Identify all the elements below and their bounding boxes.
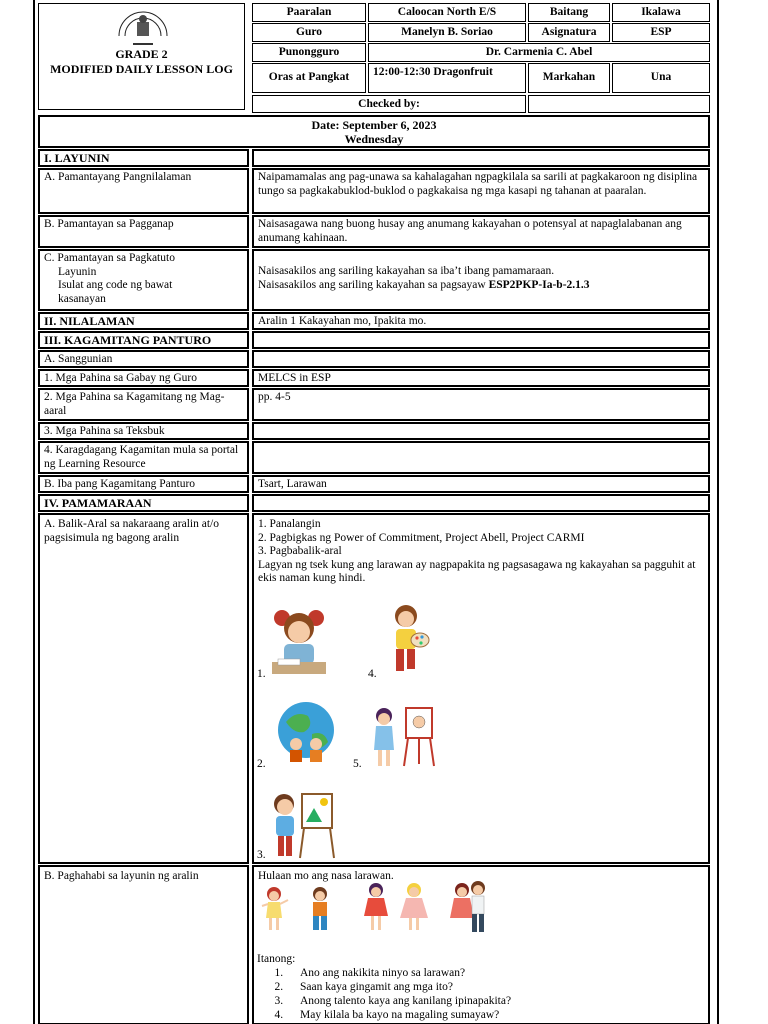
teacher-guide-value: MELCS in ESP <box>252 369 710 387</box>
boy-easel-icon <box>268 790 336 860</box>
learner-material-label: 2. Mga Pahina sa Kagamitang ng Mag-aaral <box>38 388 249 421</box>
learning-competency-label <box>38 249 249 311</box>
lr-portal-label: 4. Karagdagang Kagamitan mula sa portal ng Learning Resource <box>38 441 249 474</box>
date-line: Date: September 6, 2023 <box>311 118 437 132</box>
question-item: 2. Saan kaya gingamit ang mga ito? <box>286 980 698 994</box>
sanggunian-label: A. Sanggunian <box>38 350 249 368</box>
doc-title: MODIFIED DAILY LESSON LOG <box>50 62 233 76</box>
question-list <box>258 966 698 1022</box>
school-value: Caloocan North E/S <box>368 3 526 22</box>
review-instruction: Lagyan ng tsek kung ang larawan ay nagpapakita ng pagsasagawa ng kakayahan sa pagguhit at ekis naman kung hindi. <box>258 558 696 584</box>
kids-globe-icon <box>274 700 338 766</box>
dancing-kids-pair-2-icon <box>358 880 434 936</box>
title-block <box>38 3 245 110</box>
principal-label: Punongguro <box>252 43 366 62</box>
picture-number-1: 1. <box>257 668 266 680</box>
kagamitan-value <box>252 331 710 349</box>
sanggunian-value <box>252 350 710 368</box>
review-item-1: 1. Panalangin <box>258 518 321 530</box>
dancing-kids-pair-1-icon <box>258 884 338 936</box>
competency-label-line-2: Layunin <box>58 265 97 278</box>
competency-line-1: Naisasakilos ang sariling kakayahan sa iba’t ibang pamamaraan. <box>258 265 555 277</box>
competency-label-line-1: C. Pamantayan sa Pagkatuto <box>44 252 175 264</box>
learning-competency-value <box>252 249 710 311</box>
dancing-couple-icon <box>446 880 494 938</box>
teacher-value: Manelyn B. Soriao <box>368 23 526 42</box>
content-standard-value: Naipamamalas ang pag-unawa sa kahalagahan ngpagkilala sa sarili at pagkakaroon ng disiplina tungo sa pagkakabuklod-buklod o pagkakaisa ng mga kasapi ng tahanan at paaralan. <box>252 168 710 214</box>
textbook-value <box>252 422 710 440</box>
section-nilalaman: II. NILALAMAN <box>38 312 249 330</box>
lesson-purpose-label: B. Paghahabi sa layunin ng aralin <box>38 865 249 1024</box>
picture-number-4: 4. <box>368 668 377 680</box>
principal-value: Dr. Carmenia C. Abel <box>368 43 710 62</box>
textbook-label: 3. Mga Pahina sa Teksbuk <box>38 422 249 440</box>
subject-label: Asignatura <box>528 23 610 42</box>
section-pamamaraan: IV. PAMAMARAAN <box>38 494 249 512</box>
section-kagamitan: III. KAGAMITANG PANTURO <box>38 331 249 349</box>
ask-label: Itanong: <box>257 953 296 965</box>
day-line: Wednesday <box>344 132 404 146</box>
review-label: A. Balik-Aral sa nakaraang aralin at/o pagsisimula ng bagong aralin <box>38 513 249 864</box>
picture-number-2: 2. <box>257 758 266 770</box>
lr-portal-value <box>252 441 710 474</box>
quarter-value: Una <box>612 63 710 93</box>
grade-level-value: Ikalawa <box>612 3 710 22</box>
grade-level-label: Baitang <box>528 3 610 22</box>
performance-standard-value: Naisasagawa nang buong husay ang anumang kakayahan o potensyal at napaglalabanan ang anumang kahinaan. <box>252 215 710 248</box>
time-section-value: 12:00-12:30 Dragonfruit <box>368 63 526 93</box>
review-item-3: 3. Pagbabalik-aral <box>258 545 342 557</box>
checked-by-value <box>528 95 710 113</box>
performance-standard-label: B. Pamantayan sa Pagganap <box>38 215 249 248</box>
competency-label-line-3: Isulat ang code ng bawat <box>58 279 173 291</box>
quarter-label: Markahan <box>528 63 610 93</box>
question-item: 3. Anong talento kaya ang kanilang ipinapakita? <box>286 994 698 1008</box>
school-label: Paaralan <box>252 3 366 22</box>
checked-by-label: Checked by: <box>252 95 526 113</box>
boy-painter-icon <box>384 602 432 678</box>
content-standard-label: A. Pamantayang Pangnilalaman <box>38 168 249 214</box>
competency-line-2-text: Naisasakilos ang sariling kakayahan sa pagsayaw <box>258 278 486 291</box>
competency-code: ESP2PKP-Ia-b-2.1.3 <box>488 278 590 291</box>
competency-label-line-4: kasanayan <box>58 292 106 305</box>
date-block <box>38 115 710 148</box>
question-item: 4. May kilala ba kayo na magaling sumayaw? <box>286 1008 698 1022</box>
pamamaraan-value <box>252 494 710 512</box>
guess-instruction: Hulaan mo ang nasa larawan. <box>258 870 394 882</box>
competency-line-2 <box>258 279 704 293</box>
teacher-label: Guro <box>252 23 366 42</box>
other-materials-value: Tsart, Larawan <box>252 475 710 493</box>
section-layunin: I. LAYUNIN <box>38 149 249 167</box>
grade-label: GRADE 2 <box>115 47 168 61</box>
teacher-guide-label: 1. Mga Pahina sa Gabay ng Guro <box>38 369 249 387</box>
layunin-value <box>252 149 710 167</box>
girl-drawing-icon <box>268 604 330 680</box>
other-materials-label: B. Iba pang Kagamitang Panturo <box>38 475 249 493</box>
learner-material-value: pp. 4-5 <box>252 388 710 421</box>
picture-number-5: 5. <box>353 758 362 770</box>
nilalaman-value: Aralin 1 Kakayahan mo, Ipakita mo. <box>252 312 710 330</box>
time-section-label: Oras at Pangkat <box>252 63 366 93</box>
question-item: 1. Ano ang nakikita ninyo sa larawan? <box>286 966 698 980</box>
girl-easel-icon <box>368 704 440 768</box>
picture-number-3: 3. <box>257 849 266 861</box>
subject-value: ESP <box>612 23 710 42</box>
review-item-2: 2. Pagbigkas ng Power of Commitment, Project Abell, Project CARMI <box>258 531 585 544</box>
